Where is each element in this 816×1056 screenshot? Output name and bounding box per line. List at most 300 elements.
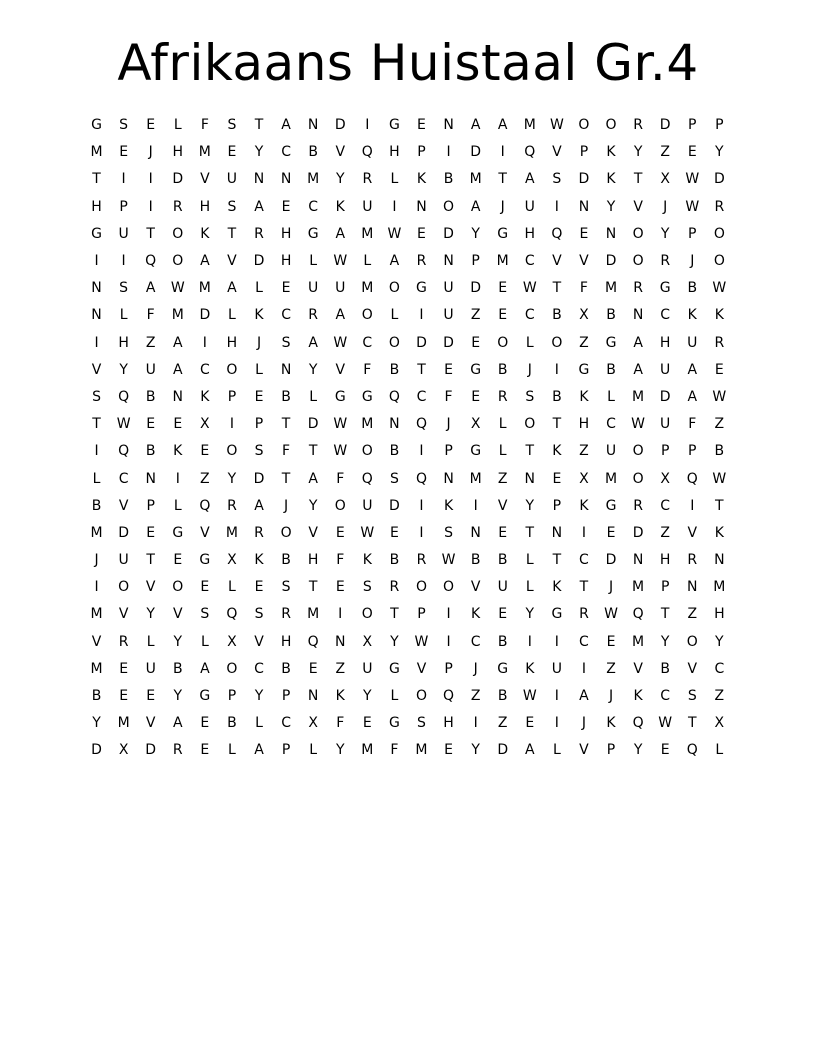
grid-letter: A <box>633 334 643 351</box>
grid-letter: R <box>633 117 643 134</box>
grid-letter: R <box>416 253 427 270</box>
grid-letter: G <box>578 361 590 378</box>
grid-letter: R <box>227 497 237 514</box>
grid-letter: I <box>229 416 234 433</box>
grid-letter: O <box>226 660 238 677</box>
grid-letter: E <box>498 307 508 324</box>
grid-letter: T <box>92 416 101 433</box>
grid-row <box>83 166 733 193</box>
grid-letter: O <box>172 225 184 242</box>
grid-letter: S <box>254 606 264 623</box>
grid-letter: O <box>632 225 644 242</box>
grid-letter: I <box>554 715 559 732</box>
grid-letter: Q <box>415 416 427 433</box>
grid-letter: L <box>498 443 507 460</box>
grid-letter: V <box>470 579 481 596</box>
grid-letter: X <box>470 416 481 433</box>
grid-letter: O <box>632 253 644 270</box>
grid-letter: L <box>173 117 182 134</box>
grid-letter: W <box>658 715 673 732</box>
grid-letter: E <box>308 660 318 677</box>
grid-letter: T <box>308 579 318 596</box>
grid-letter: D <box>199 307 211 324</box>
grid-letter: N <box>470 524 481 541</box>
grid-letter: D <box>253 253 265 270</box>
grid-letter: B <box>281 388 291 405</box>
grid-row <box>83 302 733 329</box>
grid-letter: Y <box>633 742 643 759</box>
grid-letter: U <box>362 198 373 215</box>
grid-row <box>83 710 733 737</box>
grid-letter: R <box>633 280 643 297</box>
grid-letter: W <box>414 633 429 650</box>
grid-letter: N <box>578 198 590 215</box>
grid-letter: O <box>280 524 292 541</box>
grid-letter: O <box>172 253 184 270</box>
grid-letter: B <box>172 660 183 677</box>
grid-letter: I <box>365 117 370 134</box>
grid-row <box>83 438 733 465</box>
grid-letter: J <box>284 497 289 514</box>
grid-letter: K <box>200 225 210 242</box>
grid-letter: L <box>552 742 561 759</box>
grid-letter: E <box>227 144 237 161</box>
grid-letter: E <box>417 225 426 242</box>
grid-letter: L <box>309 388 318 405</box>
grid-letter: G <box>605 334 617 351</box>
grid-letter: J <box>663 198 668 215</box>
grid-letter: A <box>200 660 210 677</box>
grid-letter: N <box>524 470 536 487</box>
grid-letter: V <box>118 497 129 514</box>
grid-letter: S <box>227 198 237 215</box>
grid-letter: H <box>280 253 292 270</box>
grid-letter: Y <box>227 470 237 487</box>
grid-letter: B <box>281 552 291 569</box>
grid-letter: J <box>473 660 478 677</box>
grid-letter: Z <box>497 715 508 732</box>
grid-letter: L <box>255 361 263 378</box>
grid-row <box>83 139 733 166</box>
grid-letter: T <box>660 606 670 623</box>
grid-letter: W <box>333 416 348 433</box>
grid-letter: V <box>335 144 346 161</box>
grid-letter: Y <box>335 742 345 759</box>
grid-letter: Z <box>660 524 670 541</box>
grid-letter: V <box>497 497 508 514</box>
grid-letter: G <box>659 280 671 297</box>
grid-letter: K <box>173 443 183 460</box>
grid-letter: O <box>388 334 400 351</box>
grid-letter: E <box>146 688 156 705</box>
grid-letter: V <box>633 198 643 215</box>
grid-letter: B <box>660 660 670 677</box>
grid-letter: O <box>361 443 373 460</box>
grid-letter: V <box>579 742 589 759</box>
grid-letter: C <box>362 334 373 351</box>
grid-letter: T <box>281 470 291 487</box>
grid-letter: C <box>579 633 589 650</box>
grid-letter: T <box>254 117 264 134</box>
grid-letter: L <box>309 742 318 759</box>
grid-row <box>83 411 733 438</box>
grid-letter: V <box>552 253 562 270</box>
grid-letter: Z <box>714 688 725 705</box>
grid-letter: V <box>687 524 698 541</box>
grid-letter: M <box>90 606 103 623</box>
grid-letter: M <box>90 524 103 541</box>
grid-letter: W <box>631 416 646 433</box>
grid-letter: X <box>200 416 210 433</box>
grid-letter: C <box>281 715 291 732</box>
grid-letter: U <box>497 579 508 596</box>
grid-letter: Y <box>390 633 399 650</box>
grid-letter: B <box>308 144 318 161</box>
grid-letter: E <box>714 361 724 378</box>
grid-letter: P <box>417 606 426 623</box>
grid-letter: L <box>228 307 236 324</box>
grid-letter: A <box>525 742 535 759</box>
grid-letter: B <box>91 497 102 514</box>
grid-letter: I <box>338 606 343 623</box>
grid-letter: V <box>118 606 129 623</box>
grid-letter: Y <box>146 606 155 623</box>
grid-letter: B <box>687 280 698 297</box>
grid-letter: E <box>552 470 562 487</box>
grid-letter: Q <box>443 688 455 705</box>
grid-letter: K <box>200 388 210 405</box>
grid-letter: R <box>118 633 129 650</box>
grid-letter: L <box>173 497 182 514</box>
grid-row <box>83 221 733 248</box>
grid-letter: P <box>227 388 237 405</box>
grid-letter: Q <box>415 470 427 487</box>
grid-letter: B <box>714 443 725 460</box>
grid-letter: K <box>525 660 535 677</box>
grid-letter: A <box>172 361 183 378</box>
grid-letter: H <box>172 144 184 161</box>
grid-letter: U <box>660 416 671 433</box>
grid-letter: H <box>659 334 671 351</box>
grid-letter: L <box>119 307 128 324</box>
grid-letter: I <box>581 660 587 677</box>
grid-letter: I <box>419 524 424 541</box>
grid-letter: L <box>255 715 263 732</box>
grid-letter: Q <box>632 606 644 623</box>
grid-letter: E <box>200 443 210 460</box>
grid-letter: Z <box>497 470 508 487</box>
grid-letter: A <box>470 117 481 134</box>
grid-row <box>83 248 733 275</box>
grid-letter: W <box>712 470 727 487</box>
grid-letter: O <box>361 606 373 623</box>
grid-letter: E <box>200 579 210 596</box>
grid-letter: Q <box>199 497 211 514</box>
grid-letter: E <box>254 579 264 596</box>
grid-letter: D <box>307 416 319 433</box>
grid-letter: W <box>387 225 402 242</box>
grid-letter: T <box>552 416 562 433</box>
grid-letter: Q <box>551 225 563 242</box>
grid-letter: N <box>307 117 319 134</box>
grid-letter: J <box>527 361 532 378</box>
grid-letter: R <box>714 334 725 351</box>
grid-letter: D <box>605 253 617 270</box>
grid-letter: C <box>199 361 210 378</box>
grid-letter: H <box>714 606 725 623</box>
grid-letter: D <box>497 742 509 759</box>
grid-letter: B <box>389 552 400 569</box>
grid-letter: B <box>552 307 562 324</box>
grid-letter: D <box>389 497 400 514</box>
grid-letter: W <box>685 198 700 215</box>
grid-letter: F <box>336 715 345 732</box>
grid-letter: T <box>92 171 101 188</box>
grid-letter: D <box>118 524 129 541</box>
grid-letter: E <box>335 579 345 596</box>
grid-row <box>83 357 733 384</box>
grid-letter: H <box>307 552 319 569</box>
grid-letter: S <box>200 606 210 623</box>
grid-letter: J <box>94 552 99 569</box>
grid-letter: T <box>525 524 535 541</box>
grid-letter: E <box>335 524 345 541</box>
grid-letter: K <box>714 307 724 324</box>
grid-letter: V <box>335 361 346 378</box>
grid-letter: M <box>171 307 184 324</box>
grid-letter: Z <box>335 660 346 677</box>
grid-letter: I <box>500 144 505 161</box>
grid-letter: B <box>443 171 454 188</box>
grid-letter: C <box>524 307 535 324</box>
grid-letter: P <box>688 117 697 134</box>
grid-letter: Y <box>606 198 616 215</box>
grid-letter: I <box>527 633 532 650</box>
grid-row <box>83 629 733 656</box>
grid-letter: T <box>579 579 589 596</box>
grid-letter: S <box>417 715 426 732</box>
grid-row <box>83 493 733 520</box>
grid-letter: V <box>552 144 562 161</box>
grid-letter: G <box>199 552 211 569</box>
grid-letter: V <box>200 524 210 541</box>
grid-letter: W <box>333 334 348 351</box>
grid-letter: E <box>362 715 372 732</box>
grid-letter: Y <box>92 715 101 732</box>
grid-letter: S <box>444 524 453 541</box>
grid-letter: I <box>554 633 559 650</box>
grid-letter: M <box>198 144 211 161</box>
grid-letter: T <box>552 280 562 297</box>
page-title: Afrikaans Huistaal Gr.4 <box>117 34 699 92</box>
grid-letter: N <box>551 524 563 541</box>
grid-letter: V <box>172 606 183 623</box>
grid-letter: N <box>145 470 156 487</box>
grid-letter: C <box>254 660 264 677</box>
grid-letter: K <box>335 688 345 705</box>
grid-letter: U <box>308 280 319 297</box>
grid-letter: E <box>471 388 481 405</box>
grid-letter: M <box>632 633 645 650</box>
grid-letter: N <box>172 388 184 405</box>
grid-letter: T <box>633 171 643 188</box>
grid-letter: I <box>446 144 451 161</box>
grid-letter: E <box>119 144 129 161</box>
grid-letter: N <box>416 198 427 215</box>
grid-letter: I <box>121 253 126 270</box>
grid-letter: G <box>334 388 346 405</box>
grid-letter: Z <box>579 443 589 460</box>
grid-letter: K <box>416 171 427 188</box>
grid-letter: Y <box>471 742 480 759</box>
grid-letter: U <box>362 497 373 514</box>
grid-letter: Y <box>525 497 535 514</box>
grid-letter: A <box>172 334 183 351</box>
grid-letter: B <box>389 361 400 378</box>
grid-letter: D <box>659 388 671 405</box>
grid-letter: T <box>552 552 562 569</box>
grid-letter: K <box>606 715 616 732</box>
grid-letter: D <box>470 144 482 161</box>
grid-letter: Z <box>145 334 156 351</box>
grid-letter: C <box>606 416 616 433</box>
grid-letter: L <box>390 307 399 324</box>
grid-letter: P <box>606 742 616 759</box>
grid-letter: E <box>525 715 535 732</box>
grid-letter: N <box>280 361 292 378</box>
grid-letter: A <box>254 198 264 215</box>
grid-letter: A <box>308 470 318 487</box>
grid-letter: B <box>497 633 508 650</box>
grid-letter: Q <box>118 388 130 405</box>
grid-letter: J <box>608 688 614 705</box>
grid-letter: I <box>94 334 99 351</box>
grid-letter: Z <box>714 416 725 433</box>
grid-letter: P <box>552 497 562 514</box>
grid-letter: X <box>308 715 318 732</box>
grid-letter: D <box>713 171 725 188</box>
grid-letter: T <box>308 443 318 460</box>
grid-row <box>83 384 733 411</box>
grid-letter: K <box>254 552 264 569</box>
grid-letter: J <box>446 416 451 433</box>
grid-letter: E <box>119 660 129 677</box>
grid-letter: I <box>94 253 99 270</box>
grid-letter: U <box>335 280 346 297</box>
grid-letter: I <box>419 497 424 514</box>
grid-letter: A <box>308 334 318 351</box>
grid-letter: D <box>145 742 157 759</box>
grid-letter: U <box>605 443 617 460</box>
grid-letter: M <box>632 579 645 596</box>
grid-letter: O <box>524 416 536 433</box>
grid-row <box>83 520 733 547</box>
grid-row <box>83 465 733 492</box>
grid-letter: S <box>687 688 697 705</box>
grid-letter: O <box>632 443 644 460</box>
grid-letter: C <box>281 307 291 324</box>
grid-letter: A <box>227 280 237 297</box>
grid-letter: M <box>496 253 509 270</box>
grid-letter: Z <box>200 470 210 487</box>
grid-letter: Q <box>118 443 130 460</box>
grid-letter: S <box>281 579 291 596</box>
grid-letter: V <box>687 660 698 677</box>
grid-letter: P <box>471 253 480 270</box>
grid-letter: D <box>91 742 102 759</box>
grid-letter: A <box>389 253 400 270</box>
grid-letter: J <box>148 144 153 161</box>
grid-letter: Y <box>254 144 264 161</box>
grid-letter: S <box>119 280 129 297</box>
grid-letter: T <box>281 416 291 433</box>
grid-letter: M <box>713 579 726 596</box>
grid-letter: G <box>172 524 184 541</box>
grid-letter: K <box>362 552 372 569</box>
grid-letter: O <box>415 688 427 705</box>
grid-letter: I <box>581 524 587 541</box>
grid-letter: E <box>687 144 697 161</box>
grid-letter: S <box>362 579 372 596</box>
grid-letter: L <box>228 742 236 759</box>
grid-letter: I <box>148 171 153 188</box>
grid-letter: H <box>659 552 671 569</box>
grid-letter: S <box>552 171 562 188</box>
grid-row <box>83 737 733 764</box>
grid-letter: E <box>444 742 453 759</box>
grid-letter: M <box>523 117 536 134</box>
grid-letter: M <box>225 524 238 541</box>
grid-letter: P <box>254 416 264 433</box>
grid-letter: Z <box>606 660 616 677</box>
grid-letter: A <box>579 688 589 705</box>
grid-letter: E <box>146 524 156 541</box>
grid-letter: X <box>118 742 129 759</box>
grid-letter: M <box>90 144 103 161</box>
grid-letter: M <box>198 280 211 297</box>
grid-letter: E <box>606 633 616 650</box>
grid-letter: I <box>148 198 153 215</box>
grid-letter: D <box>578 171 590 188</box>
grid-letter: Y <box>715 144 724 161</box>
grid-letter: G <box>497 660 509 677</box>
grid-letter: I <box>554 688 559 705</box>
grid-letter: F <box>390 742 399 759</box>
grid-letter: E <box>200 715 210 732</box>
grid-letter: B <box>389 443 400 460</box>
grid-letter: E <box>498 524 508 541</box>
grid-letter: C <box>660 307 671 324</box>
grid-letter: I <box>392 198 397 215</box>
grid-letter: X <box>227 552 237 569</box>
grid-letter: J <box>581 715 587 732</box>
grid-letter: U <box>551 660 562 677</box>
grid-letter: R <box>389 579 400 596</box>
grid-letter: Q <box>307 633 319 650</box>
grid-letter: K <box>714 524 724 541</box>
grid-letter: O <box>443 198 455 215</box>
grid-letter: B <box>281 660 291 677</box>
grid-letter: Z <box>470 307 481 324</box>
grid-letter: E <box>200 742 210 759</box>
grid-letter: M <box>361 280 374 297</box>
grid-letter: Z <box>579 334 589 351</box>
grid-letter: V <box>200 171 210 188</box>
grid-letter: V <box>416 660 427 677</box>
grid-letter: U <box>524 198 535 215</box>
grid-letter: Q <box>686 470 698 487</box>
grid-letter: S <box>525 388 535 405</box>
